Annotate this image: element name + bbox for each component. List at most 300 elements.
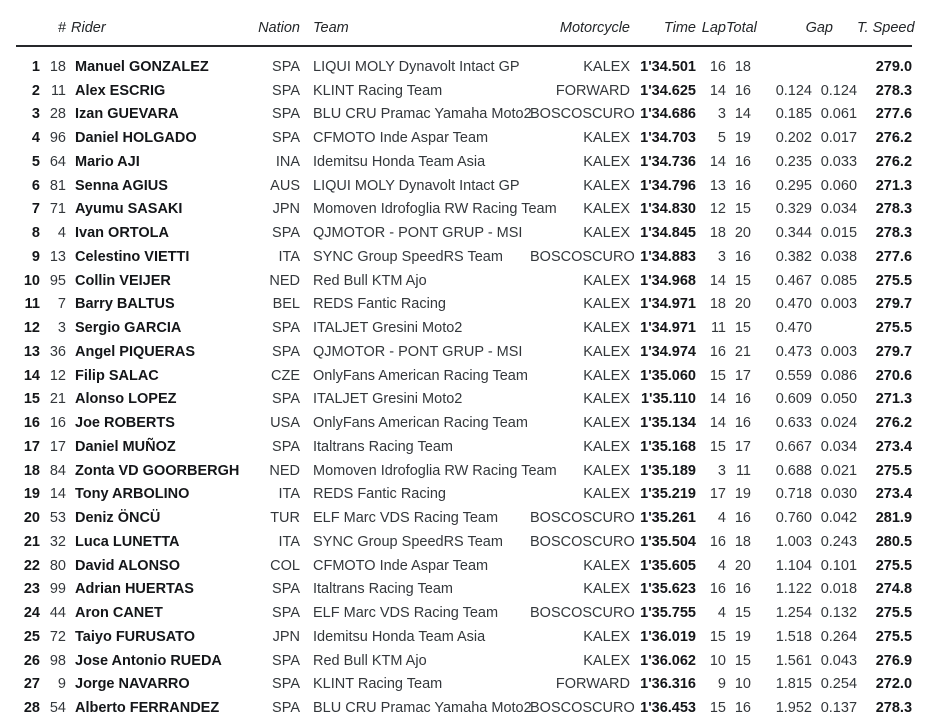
table-row [16, 554, 912, 578]
position-cell: 7 [31, 201, 40, 218]
team-cell: Red Bull KTM Ajo [313, 272, 427, 289]
lap-cell: 14 [709, 391, 726, 408]
rider-number-cell: 18 [49, 58, 66, 75]
nation-cell: ITA [278, 486, 300, 503]
rider-number-cell: 96 [49, 130, 66, 147]
top-speed-cell: 277.6 [875, 248, 913, 265]
top-speed-cell: 278.3 [875, 82, 913, 99]
lap-cell: 13 [709, 177, 726, 194]
motorcycle-cell: BOSCOSCURO [530, 700, 635, 717]
gap-to-previous-cell: 0.050 [820, 391, 858, 408]
top-speed-cell: 271.3 [875, 391, 913, 408]
motorcycle-cell: KALEX [583, 177, 630, 194]
rider-number-cell: 32 [49, 533, 66, 550]
gap-to-previous-cell: 0.101 [820, 557, 858, 574]
gap-to-first-cell: 0.329 [775, 201, 812, 218]
rider-number-cell: 12 [49, 367, 66, 384]
total-laps-cell: 16 [734, 177, 751, 194]
gap-to-previous-cell: 0.124 [820, 82, 858, 99]
rider-name-cell: Alex ESCRIG [75, 82, 166, 99]
team-cell: Momoven Idrofoglia RW Racing Team [313, 462, 557, 479]
gap-to-first-cell: 0.667 [775, 438, 812, 455]
top-speed-cell: 273.4 [875, 486, 913, 503]
position-cell: 24 [23, 605, 40, 622]
position-cell: 6 [31, 177, 40, 194]
top-speed-cell: 277.6 [875, 106, 913, 123]
lap-cell: 14 [709, 415, 726, 432]
lap-cell: 11 [710, 320, 726, 337]
best-time-cell: 1'35.168 [640, 438, 696, 455]
best-time-cell: 1'36.062 [640, 652, 696, 669]
table-row [16, 221, 912, 245]
team-cell: OnlyFans American Racing Team [313, 367, 528, 384]
nation-cell: CZE [271, 367, 300, 384]
position-cell: 18 [23, 462, 40, 479]
total-laps-cell: 15 [734, 201, 751, 218]
nation-cell: ITA [278, 248, 300, 265]
table-row [16, 316, 912, 340]
lap-cell: 18 [709, 225, 726, 242]
gap-to-previous-cell: 0.033 [820, 153, 858, 170]
team-cell: Red Bull KTM Ajo [313, 652, 427, 669]
top-speed-cell: 279.0 [875, 58, 913, 75]
best-time-cell: 1'34.971 [640, 320, 696, 337]
position-cell: 10 [23, 272, 40, 289]
total-laps-cell: 16 [734, 510, 751, 527]
rider-name-cell: Jose Antonio RUEDA [75, 652, 222, 669]
rider-number-cell: 13 [49, 248, 66, 265]
team-cell: KLINT Racing Team [313, 676, 443, 693]
team-cell: ITALJET Gresini Moto2 [313, 320, 463, 337]
best-time-cell: 1'34.968 [640, 272, 696, 289]
motorcycle-cell: KALEX [583, 462, 630, 479]
best-time-cell: 1'34.883 [640, 248, 696, 265]
nation-cell: SPA [272, 676, 300, 693]
lap-cell: 9 [717, 676, 726, 693]
top-speed-cell: 275.5 [875, 462, 913, 479]
gap-to-previous-cell [812, 316, 857, 340]
top-speed-cell: 278.3 [875, 225, 913, 242]
lap-cell: 16 [709, 581, 726, 598]
nation-cell: AUS [270, 177, 300, 194]
position-cell: 15 [23, 391, 40, 408]
top-speed-cell: 270.6 [875, 367, 913, 384]
nation-cell: SPA [272, 58, 300, 75]
top-speed-cell: 278.3 [875, 201, 913, 218]
total-laps-cell: 17 [734, 367, 751, 384]
team-cell: Momoven Idrofoglia RW Racing Team [313, 201, 557, 218]
gap-to-first-cell: 1.815 [775, 676, 812, 693]
total-laps-cell: 21 [734, 343, 751, 360]
team-cell: OnlyFans American Racing Team [313, 415, 528, 432]
gap-to-first-cell: 0.688 [775, 462, 812, 479]
lap-cell: 18 [709, 296, 726, 313]
total-laps-cell: 15 [734, 652, 751, 669]
lap-cell: 10 [709, 652, 726, 669]
position-cell: 21 [23, 533, 40, 550]
top-speed-cell: 275.5 [875, 605, 913, 622]
rider-number-cell: 17 [49, 438, 66, 455]
total-laps-cell: 16 [734, 581, 751, 598]
table-row [16, 198, 912, 222]
nation-cell: SPA [272, 652, 300, 669]
gap-to-first-cell: 0.124 [775, 82, 812, 99]
nation-cell: SPA [272, 343, 300, 360]
team-cell: QJMOTOR - PONT GRUP - MSI [313, 225, 523, 242]
motorcycle-cell: KALEX [583, 391, 630, 408]
gap-to-previous-cell: 0.015 [820, 225, 858, 242]
gap-to-first-cell: 0.382 [775, 248, 812, 265]
header-position [16, 12, 40, 47]
total-laps-cell: 19 [734, 486, 751, 503]
gap-to-first-cell: 0.235 [775, 153, 812, 170]
motorcycle-cell: BOSCOSCURO [530, 248, 635, 265]
results-table [16, 12, 915, 720]
gap-to-previous-cell: 0.264 [820, 628, 858, 645]
best-time-cell: 1'36.453 [640, 700, 696, 717]
top-speed-cell: 275.5 [875, 628, 913, 645]
rider-number-cell: 11 [50, 82, 66, 99]
rider-number-cell: 36 [49, 343, 66, 360]
position-cell: 23 [23, 581, 40, 598]
gap-to-first-cell: 0.760 [775, 510, 812, 527]
best-time-cell: 1'34.736 [640, 153, 696, 170]
nation-cell: SPA [272, 82, 300, 99]
best-time-cell: 1'36.019 [640, 628, 696, 645]
lap-cell: 14 [709, 272, 726, 289]
position-cell: 27 [23, 676, 40, 693]
rider-name-cell: Tony ARBOLINO [75, 486, 190, 503]
rider-name-cell: Taiyo FURUSATO [75, 628, 196, 645]
best-time-cell: 1'35.605 [640, 557, 696, 574]
header-rider: Rider [66, 12, 255, 47]
motorcycle-cell: KALEX [583, 320, 630, 337]
nation-cell: NED [269, 272, 300, 289]
total-laps-cell: 15 [734, 320, 751, 337]
team-cell: KLINT Racing Team [313, 82, 443, 99]
top-speed-cell: 275.5 [875, 557, 913, 574]
nation-cell: COL [270, 557, 300, 574]
motorcycle-cell: KALEX [583, 486, 630, 503]
motorcycle-cell: KALEX [583, 557, 630, 574]
best-time-cell: 1'35.755 [640, 605, 696, 622]
header-motorcycle: Motorcycle [530, 12, 630, 47]
total-laps-cell: 19 [734, 628, 751, 645]
total-laps-cell: 16 [734, 82, 751, 99]
best-time-cell: 1'35.189 [640, 462, 696, 479]
rider-number-cell: 14 [49, 486, 66, 503]
rider-number-cell: 95 [49, 272, 66, 289]
position-cell: 9 [31, 248, 40, 265]
gap-to-previous-cell: 0.254 [820, 676, 858, 693]
top-speed-cell: 279.7 [875, 343, 913, 360]
team-cell: BLU CRU Pramac Yamaha Moto2 [313, 700, 532, 717]
table-row [16, 483, 912, 507]
lap-cell: 15 [709, 438, 726, 455]
nation-cell: BEL [272, 296, 300, 313]
rider-name-cell: Ayumu SASAKI [75, 201, 183, 218]
motorcycle-cell: BOSCOSCURO [530, 533, 635, 550]
gap-to-first-cell: 1.122 [775, 581, 812, 598]
motorcycle-cell: BOSCOSCURO [530, 510, 635, 527]
position-cell: 14 [23, 367, 40, 384]
gap-to-first-cell: 0.202 [775, 130, 812, 147]
motorcycle-cell: FORWARD [555, 82, 630, 99]
best-time-cell: 1'35.504 [640, 533, 696, 550]
motorcycle-cell: KALEX [583, 343, 630, 360]
gap-to-previous-cell: 0.021 [820, 462, 858, 479]
table-row [16, 174, 912, 198]
position-cell: 20 [23, 510, 40, 527]
lap-cell: 5 [717, 130, 726, 147]
team-cell: LIQUI MOLY Dynavolt Intact GP [313, 58, 520, 75]
position-cell: 4 [31, 130, 40, 147]
total-laps-cell: 10 [734, 676, 751, 693]
best-time-cell: 1'35.261 [640, 510, 696, 527]
top-speed-cell: 276.9 [875, 652, 913, 669]
best-time-cell: 1'36.316 [640, 676, 696, 693]
gap-to-previous-cell: 0.034 [820, 201, 858, 218]
total-laps-cell: 16 [734, 248, 751, 265]
total-laps-cell: 15 [734, 605, 751, 622]
gap-to-previous-cell: 0.018 [820, 581, 858, 598]
nation-cell: SPA [272, 605, 300, 622]
team-cell: ITALJET Gresini Moto2 [313, 391, 463, 408]
nation-cell: SPA [272, 106, 300, 123]
nation-cell: USA [270, 415, 300, 432]
table-row [16, 340, 912, 364]
rider-name-cell: Filip SALAC [75, 367, 159, 384]
rider-number-cell: 72 [49, 628, 66, 645]
total-laps-cell: 11 [735, 462, 751, 479]
motorcycle-cell: KALEX [583, 628, 630, 645]
gap-to-first-cell: 1.003 [775, 533, 812, 550]
table-row [16, 103, 912, 127]
team-cell: REDS Fantic Racing [313, 486, 446, 503]
total-laps-cell: 16 [734, 153, 751, 170]
gap-to-previous-cell: 0.024 [820, 415, 858, 432]
position-cell: 5 [31, 153, 40, 170]
top-speed-cell: 279.7 [875, 296, 913, 313]
rider-name-cell: Sergio GARCIA [75, 320, 182, 337]
gap-to-previous-cell [812, 55, 857, 79]
table-row [16, 150, 912, 174]
team-cell: QJMOTOR - PONT GRUP - MSI [313, 343, 523, 360]
top-speed-cell: 278.3 [875, 700, 913, 717]
header-time: Time [630, 12, 696, 47]
header-total: Total [726, 12, 751, 47]
table-row [16, 530, 912, 554]
total-laps-cell: 18 [734, 58, 751, 75]
rider-name-cell: Joe ROBERTS [75, 415, 175, 432]
gap-to-first-cell: 0.470 [775, 296, 812, 313]
gap-to-first-cell [751, 55, 812, 79]
position-cell: 8 [31, 225, 40, 242]
rider-number-cell: 16 [49, 415, 66, 432]
rider-name-cell: Alberto FERRANDEZ [75, 700, 220, 717]
rider-number-cell: 4 [57, 225, 66, 242]
position-cell: 26 [23, 652, 40, 669]
best-time-cell: 1'34.501 [640, 58, 696, 75]
nation-cell: SPA [272, 225, 300, 242]
rider-name-cell: Manuel GONZALEZ [75, 58, 209, 75]
rider-number-cell: 81 [49, 177, 66, 194]
lap-cell: 16 [709, 343, 726, 360]
header-row [16, 12, 912, 47]
total-laps-cell: 16 [734, 700, 751, 717]
gap-to-first-cell: 1.104 [775, 557, 812, 574]
rider-name-cell: Ivan ORTOLA [75, 225, 169, 242]
table-row [16, 696, 912, 720]
motorcycle-cell: KALEX [583, 438, 630, 455]
nation-cell: ITA [278, 533, 300, 550]
lap-cell: 15 [709, 628, 726, 645]
gap-to-first-cell: 0.295 [775, 177, 812, 194]
motorcycle-cell: KALEX [583, 130, 630, 147]
lap-cell: 15 [709, 367, 726, 384]
total-laps-cell: 15 [734, 272, 751, 289]
best-time-cell: 1'34.686 [640, 106, 696, 123]
lap-cell: 4 [717, 557, 726, 574]
team-cell: Idemitsu Honda Team Asia [313, 153, 486, 170]
total-laps-cell: 18 [734, 533, 751, 550]
motorcycle-cell: KALEX [583, 367, 630, 384]
table-row [16, 459, 912, 483]
rider-name-cell: Alonso LOPEZ [75, 391, 177, 408]
table-row [16, 435, 912, 459]
gap-to-previous-cell: 0.042 [820, 510, 858, 527]
nation-cell: SPA [272, 391, 300, 408]
lap-cell: 3 [717, 106, 726, 123]
team-cell: SYNC Group SpeedRS Team [313, 248, 503, 265]
table-row [16, 364, 912, 388]
lap-cell: 14 [709, 82, 726, 99]
top-speed-cell: 276.2 [875, 153, 913, 170]
best-time-cell: 1'34.971 [640, 296, 696, 313]
header-rider-number: # [40, 12, 66, 47]
rider-number-cell: 44 [49, 605, 66, 622]
position-cell: 2 [31, 82, 40, 99]
nation-cell: SPA [272, 700, 300, 717]
nation-cell: INA [275, 153, 300, 170]
results-body [16, 47, 912, 720]
header-team: Team [300, 12, 530, 47]
rider-name-cell: Izan GUEVARA [75, 106, 179, 123]
rider-name-cell: Aron CANET [75, 605, 163, 622]
gap-to-previous-cell: 0.137 [820, 700, 858, 717]
lap-cell: 14 [709, 153, 726, 170]
team-cell: SYNC Group SpeedRS Team [313, 533, 503, 550]
position-cell: 11 [24, 296, 40, 313]
position-cell: 16 [23, 415, 40, 432]
best-time-cell: 1'34.625 [640, 82, 696, 99]
lap-cell: 16 [709, 533, 726, 550]
lap-cell: 3 [717, 462, 726, 479]
gap-to-first-cell: 1.518 [775, 628, 812, 645]
table-row [16, 649, 912, 673]
gap-to-first-cell: 0.467 [775, 272, 812, 289]
gap-to-previous-cell: 0.043 [820, 652, 858, 669]
header-lap: Lap [696, 12, 726, 47]
top-speed-cell: 281.9 [875, 510, 913, 527]
lap-cell: 4 [717, 510, 726, 527]
table-row [16, 245, 912, 269]
lap-cell: 3 [717, 248, 726, 265]
gap-to-previous-cell: 0.086 [820, 367, 858, 384]
position-cell: 1 [31, 58, 40, 75]
total-laps-cell: 20 [734, 296, 751, 313]
table-row [16, 293, 912, 317]
gap-to-first-cell: 0.185 [775, 106, 812, 123]
lap-cell: 15 [709, 700, 726, 717]
team-cell: BLU CRU Pramac Yamaha Moto2 [313, 106, 532, 123]
table-row [16, 269, 912, 293]
gap-to-previous-cell: 0.003 [820, 296, 858, 313]
gap-to-previous-cell: 0.060 [820, 177, 858, 194]
motorcycle-cell: KALEX [583, 201, 630, 218]
nation-cell: TUR [270, 510, 300, 527]
motorcycle-cell: KALEX [583, 581, 630, 598]
top-speed-cell: 273.4 [875, 438, 913, 455]
team-cell: LIQUI MOLY Dynavolt Intact GP [313, 177, 520, 194]
motorcycle-cell: BOSCOSCURO [530, 106, 635, 123]
motorcycle-cell: KALEX [583, 153, 630, 170]
rider-number-cell: 21 [49, 391, 66, 408]
top-speed-cell: 275.5 [875, 320, 913, 337]
nation-cell: JPN [272, 628, 300, 645]
best-time-cell: 1'35.110 [640, 391, 696, 408]
table-row [16, 601, 912, 625]
rider-number-cell: 64 [49, 153, 66, 170]
nation-cell: SPA [272, 320, 300, 337]
total-laps-cell: 16 [734, 415, 751, 432]
gap-to-first-cell: 1.952 [775, 700, 812, 717]
nation-cell: JPN [272, 201, 300, 218]
table-row [16, 673, 912, 697]
motorcycle-cell: FORWARD [555, 676, 630, 693]
motorcycle-cell: BOSCOSCURO [530, 605, 635, 622]
top-speed-cell: 272.0 [875, 676, 913, 693]
gap-to-first-cell: 1.561 [775, 652, 812, 669]
gap-to-first-cell: 0.473 [775, 343, 812, 360]
gap-to-previous-cell: 0.017 [820, 130, 858, 147]
rider-name-cell: Mario AJI [75, 153, 140, 170]
header-gap: Gap [751, 12, 857, 47]
team-cell: ELF Marc VDS Racing Team [313, 605, 499, 622]
position-cell: 3 [31, 106, 40, 123]
gap-to-previous-cell: 0.061 [820, 106, 858, 123]
rider-number-cell: 99 [49, 581, 66, 598]
rider-number-cell: 84 [49, 462, 66, 479]
header-top-speed: T. Speed [857, 12, 912, 47]
table-row [16, 411, 912, 435]
top-speed-cell: 280.5 [875, 533, 913, 550]
total-laps-cell: 20 [734, 225, 751, 242]
rider-name-cell: Barry BALTUS [75, 296, 175, 313]
rider-name-cell: Daniel HOLGADO [75, 130, 197, 147]
gap-to-previous-cell: 0.243 [820, 533, 858, 550]
nation-cell: NED [269, 462, 300, 479]
rider-number-cell: 28 [49, 106, 66, 123]
rider-number-cell: 80 [49, 557, 66, 574]
position-cell: 25 [23, 628, 40, 645]
table-row [16, 578, 912, 602]
team-cell: Italtrans Racing Team [313, 438, 453, 455]
table-row [16, 79, 912, 103]
best-time-cell: 1'34.830 [640, 201, 696, 218]
lap-cell: 12 [709, 201, 726, 218]
top-speed-cell: 275.5 [875, 272, 913, 289]
